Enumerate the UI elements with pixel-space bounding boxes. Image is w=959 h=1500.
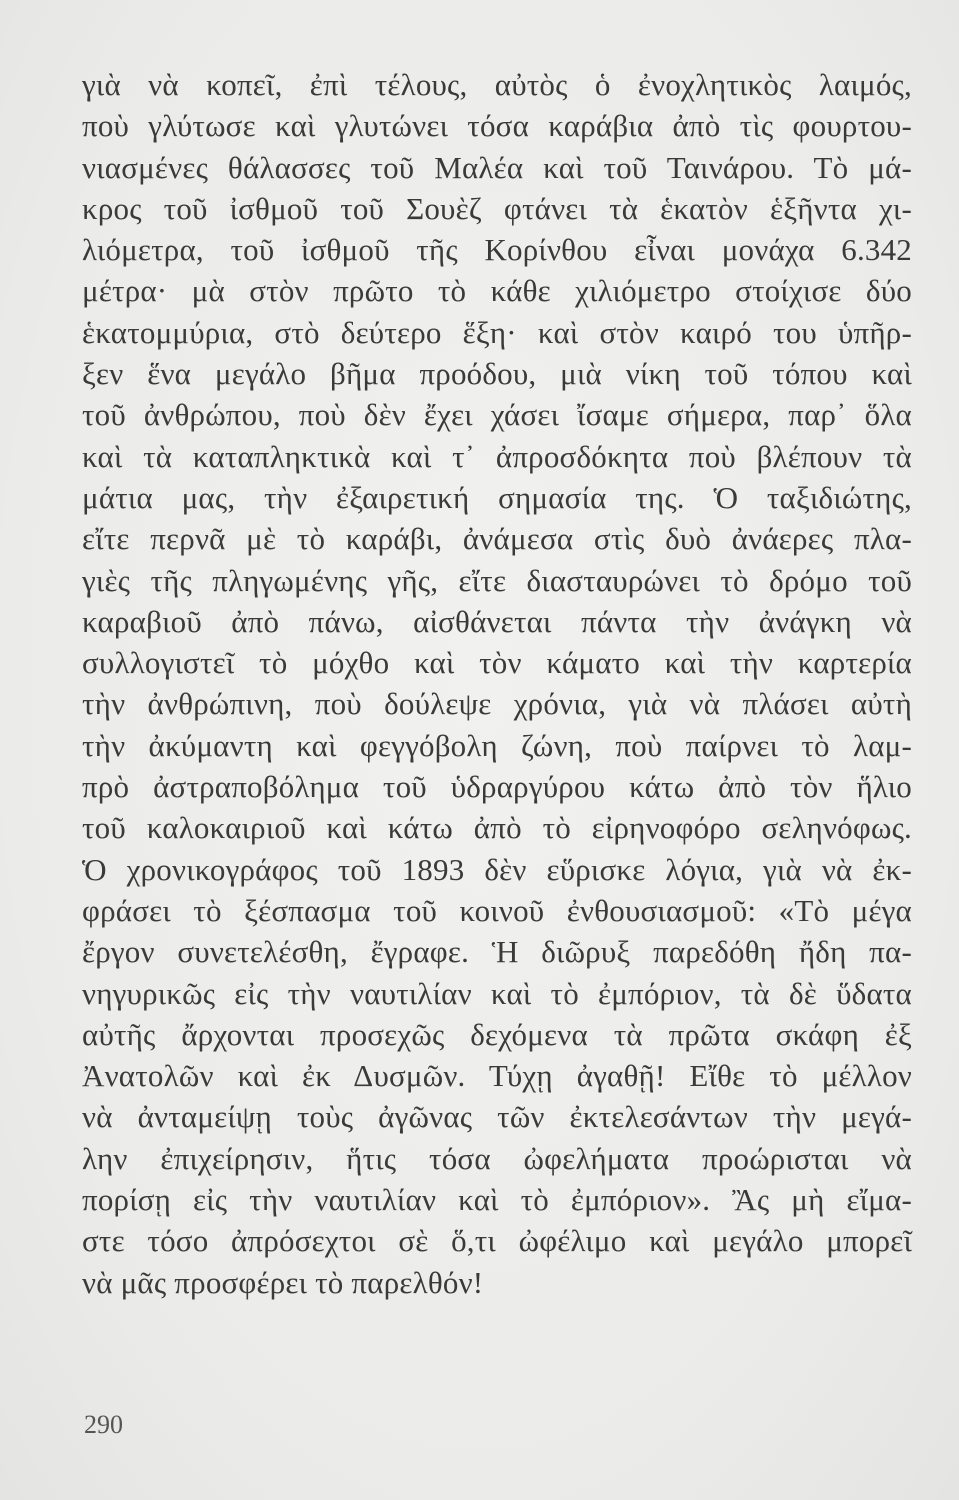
text-line: συλλογιστεῖ τὸ μόχθο καὶ τὸν κάματο καὶ τὴν καρτερία <box>82 645 912 681</box>
text-line: νὰ ἀνταμείψῃ τοὺς ἀγῶνας τῶν ἐκτελεσάντων τὴν μεγά- <box>82 1099 912 1135</box>
text-line: μάτια μας, τὴν ἐξαιρετική σημασία της. Ὁ ταξιδιώτης, <box>82 479 912 515</box>
text-line: τοῦ ἀνθρώπου, ποὺ δὲν ἔχει χάσει ἴσαμε σήμερα, παρ᾽ ὅλα <box>82 397 912 433</box>
body-text <box>82 64 912 1303</box>
text-line: φράσει τὸ ξέσπασμα τοῦ κοινοῦ ἐνθουσιασμοῦ: «Τὸ μέγα <box>82 892 912 928</box>
text-line: καὶ τὰ καταπληκτικὰ καὶ τ᾽ ἀπροσδόκητα ποὺ βλέπουν τὰ <box>82 438 912 474</box>
text-line: κρος τοῦ ἰσθμοῦ τοῦ Σουὲζ φτάνει τὰ ἑκατὸν ἑξῆντα χι- <box>82 190 912 226</box>
text-line: πορίσῃ εἰς τὴν ναυτιλίαν καὶ τὸ ἐμπόριον». Ἂς μὴ εἴμα- <box>82 1182 912 1218</box>
text-line: ξεν ἕνα μεγάλο βῆμα προόδου, μιὰ νίκη τοῦ τόπου καὶ <box>82 356 912 392</box>
text-line: ποὺ γλύτωσε καὶ γλυτώνει τόσα καράβια ἀπὸ τὶς φουρτου- <box>82 108 912 144</box>
text-line: λιόμετρα, τοῦ ἰσθμοῦ τῆς Κορίνθου εἶναι μονάχα 6.342 <box>82 232 912 268</box>
text-line: νὰ μᾶς προσφέρει τὸ παρελθόν! <box>82 1264 484 1300</box>
text-line: γιὲς τῆς πληγωμένης γῆς, εἴτε διασταυρώνει τὸ δρόμο τοῦ <box>82 562 912 598</box>
text-line: νιασμένες θάλασσες τοῦ Μαλέα καὶ τοῦ Ταινάρου. Τὸ μά- <box>82 149 912 185</box>
text-line: Ὁ χρονικογράφος τοῦ 1893 δὲν εὕρισκε λόγια, γιὰ νὰ ἐκ- <box>82 851 912 887</box>
text-line: ἑκατομμύρια, στὸ δεύτερο ἕξη· καὶ στὸν καιρό του ὑπῆρ- <box>82 314 912 350</box>
text-line: ἔργον συνετελέσθη, ἔγραφε. Ἡ διῶρυξ παρεδόθη ἤδη πα- <box>82 934 912 970</box>
text-line: Ἀνατολῶν καὶ ἐκ Δυσμῶν. Τύχῃ ἀγαθῇ! Εἴθε τὸ μέλλον <box>82 1058 912 1094</box>
text-line: μέτρα· μὰ στὸν πρῶτο τὸ κάθε χιλιόμετρο στοίχισε δύο <box>82 273 912 309</box>
text-line: τὴν ἀκύμαντη καὶ φεγγόβολη ζώνη, ποὺ παίρνει τὸ λαμ- <box>82 727 912 763</box>
text-line: τὴν ἀνθρώπινη, ποὺ δούλεψε χρόνια, γιὰ νὰ πλάσει αὐτὴ <box>82 686 912 722</box>
text-line: καραβιοῦ ἀπὸ πάνω, αἰσθάνεται πάντα τὴν ἀνάγκη νὰ <box>82 603 912 639</box>
text-line: λην ἐπιχείρησιν, ἥτις τόσα ὠφελήματα προώρισται νὰ <box>82 1140 912 1176</box>
text-line: εἴτε περνᾶ μὲ τὸ καράβι, ἀνάμεσα στὶς δυὸ ἀνάερες πλα- <box>82 521 912 557</box>
page-number: 290 <box>84 1410 123 1439</box>
text-line: νηγυρικῶς εἰς τὴν ναυτιλίαν καὶ τὸ ἐμπόριον, τὰ δὲ ὕδατα <box>82 975 912 1011</box>
text-line: στε τόσο ἀπρόσεχτοι σὲ ὅ,τι ὠφέλιμο καὶ μεγάλο μπορεῖ <box>82 1223 912 1259</box>
text-line: αὐτῆς ἄρχονται προσεχῶς δεχόμενα τὰ πρῶτα σκάφη ἐξ <box>82 1016 912 1052</box>
text-line: γιὰ νὰ κοπεῖ, ἐπὶ τέλους, αὐτὸς ὁ ἐνοχλητικὸς λαιμός, <box>82 67 912 102</box>
text-line: πρὸ ἀστραποβόλημα τοῦ ὑδραργύρου κάτω ἀπὸ τὸν ἥλιο <box>82 769 912 805</box>
text-line: τοῦ καλοκαιριοῦ καὶ κάτω ἀπὸ τὸ εἰρηνοφόρο σεληνόφως. <box>82 810 912 846</box>
